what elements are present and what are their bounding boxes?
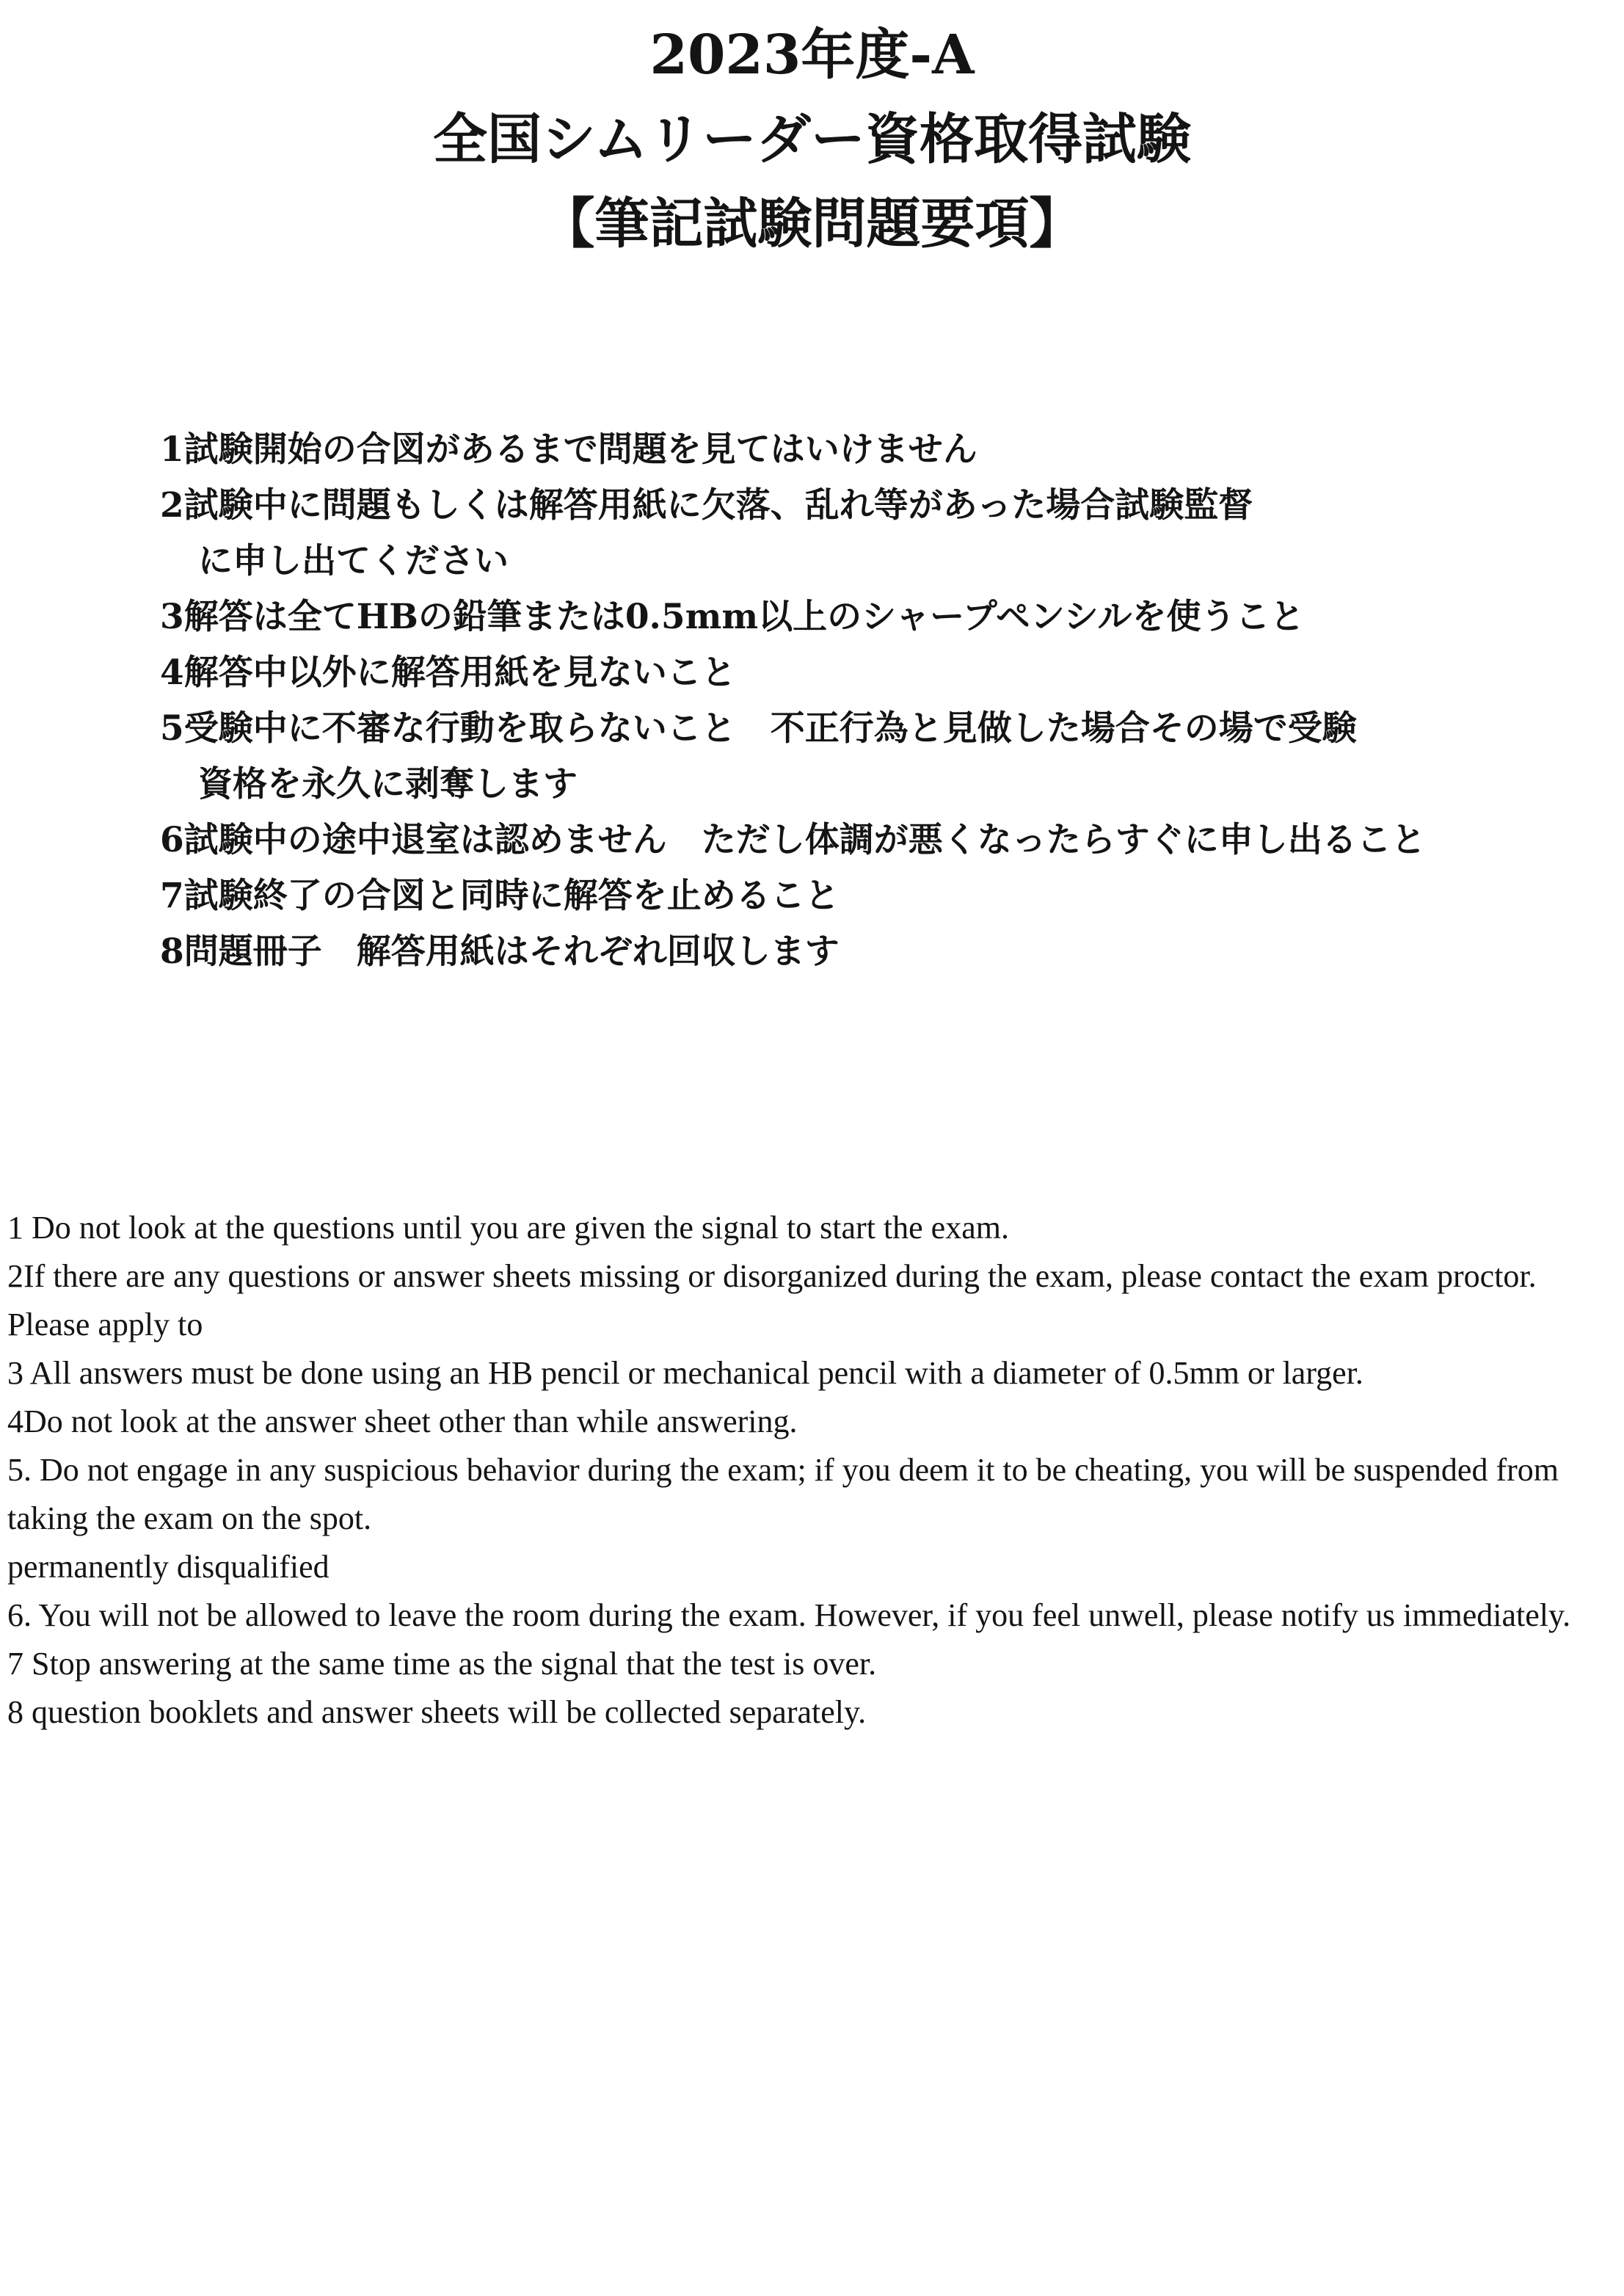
en-rule-2: 2If there are any questions or answer sheets missing or disorganized during the exam, please contact the exam proctor. (7, 1258, 1537, 1294)
en-rule-3: 3 All answers must be done using an HB pencil or mechanical pencil with a diameter of 0.5mm or larger. (7, 1355, 1363, 1391)
jp-rule-7: 7試験終了の合図と同時に解答を止めること (160, 876, 840, 916)
jp-rule-2-continuation: に申し出てください (198, 541, 509, 581)
en-rule-1: 1 Do not look at the questions until you are given the signal to start the exam. (7, 1210, 1009, 1246)
en-rule-2-extra: Please apply to (7, 1307, 203, 1343)
en-rule-6: 6. You will not be allowed to leave the room during the exam. However, if you feel unwell, please notify us immediately. (7, 1597, 1571, 1633)
jp-rule-5-continuation: 資格を永久に剥奪します (198, 764, 578, 804)
jp-rule-3: 3解答は全てHBの鉛筆または0.5mm以上のシャープペンシルを使うこと (160, 597, 1305, 637)
jp-rule-2: 2試験中に問題もしくは解答用紙に欠落、乱れ等があった場合試験監督 (160, 485, 1253, 526)
japanese-rules-list (160, 422, 1598, 980)
jp-rule-4: 4解答中以外に解答用紙を見ないこと (160, 653, 736, 693)
en-rule-5: 5. Do not engage in any suspicious behavior during the exam; if you deem it to be cheating, you will be suspended from taking the exam on the spot. (7, 1452, 1559, 1536)
jp-rule-8: 8問題冊子 解答用紙はそれぞれ回収します (160, 931, 840, 972)
title-exam-name: 全国シムリーダー資格取得試験 (432, 108, 1192, 171)
jp-rule-5: 5受験中に不審な行動を取らないこと 不正行為と見做した場合その場で受験 (160, 708, 1357, 749)
title-block (0, 13, 1624, 266)
en-rule-8: 8 question booklets and answer sheets will be collected separately. (7, 1694, 867, 1730)
english-rules-list (7, 1204, 1618, 1737)
title-subtitle: 【筆記試験問題要項】 (540, 192, 1084, 255)
jp-rule-6: 6試験中の途中退室は認めません ただし体調が悪くなったらすぐに申し出ること (160, 820, 1426, 860)
en-rule-7: 7 Stop answering at the same time as the signal that the test is over. (7, 1646, 877, 1682)
en-rule-5-extra: permanently disqualified (7, 1549, 329, 1585)
en-rule-4: 4Do not look at the answer sheet other than while answering. (7, 1403, 798, 1439)
jp-rule-1: 1試験開始の合図があるまで問題を見てはいけません (160, 429, 977, 470)
title-year: 2023年度-A (649, 23, 975, 87)
